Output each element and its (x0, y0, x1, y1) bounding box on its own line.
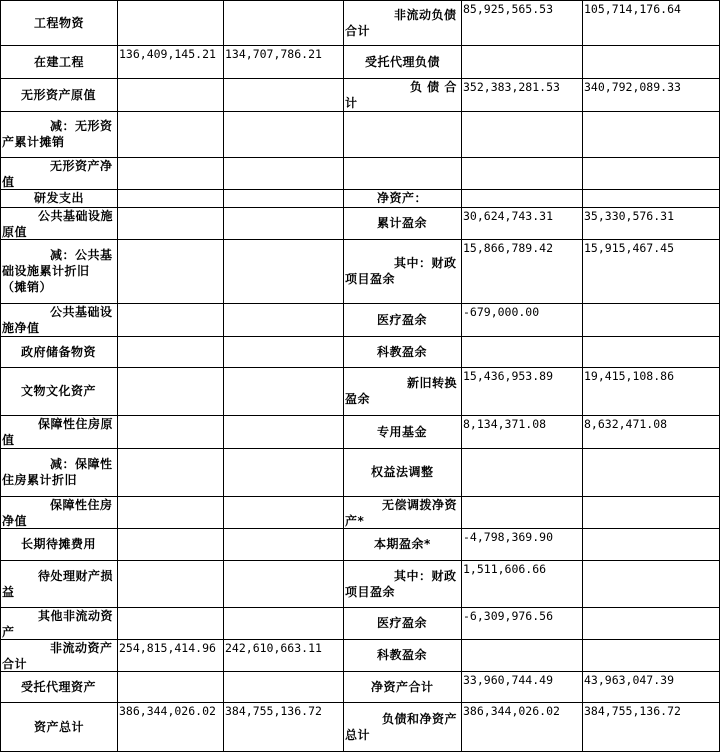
liability-item-label: 负 债 合 (410, 80, 457, 94)
liability-item-label: 新旧转换 (407, 376, 458, 390)
asset-item-label: 产累计摊销 (2, 135, 65, 149)
column-border-line (719, 0, 720, 752)
liability-item-label: 科教盈余 (377, 345, 428, 359)
liability-item-label: 无偿调拨净资 (382, 498, 458, 512)
column-border-line (223, 0, 224, 752)
asset-item-label: 益 (2, 585, 15, 599)
asset-item-label: 无形资产原值 (21, 88, 97, 102)
liability-item-label: 合计 (345, 24, 371, 38)
asset-item-label: 保障性住房原 (38, 417, 114, 431)
amount-cell: 384,755,136.72 (584, 704, 681, 718)
row-border-line (0, 189, 720, 190)
liability-item-label: 医疗盈余 (377, 616, 428, 630)
column-border-line (117, 0, 118, 752)
asset-item-label: 值 (2, 433, 15, 447)
amount-cell: 15,436,953.89 (463, 369, 554, 383)
amount-cell: -4,798,369.90 (463, 530, 554, 544)
asset-item-label: 住房累计折旧 (2, 473, 78, 487)
asset-item-label: 公共基础设施 (38, 209, 114, 223)
column-border-line (0, 0, 1, 752)
liability-item-label: 科教盈余 (377, 648, 428, 662)
liability-item-label: 医疗盈余 (377, 313, 428, 327)
row-border-line (0, 45, 720, 46)
asset-item-label: 资产总计 (34, 720, 85, 734)
liability-item-label: 产* (345, 514, 365, 528)
amount-cell: 340,792,089.33 (584, 80, 681, 94)
amount-cell: 136,409,145.21 (119, 47, 216, 61)
row-border-line (0, 560, 720, 561)
asset-item-label: 减：保障性 (50, 457, 113, 471)
liability-item-label: 负债和净资产 (382, 712, 458, 726)
asset-item-label: 净值 (2, 514, 28, 528)
asset-item-label: 文物文化资产 (21, 384, 97, 398)
amount-cell: 8,134,371.08 (463, 417, 547, 431)
liability-item-label: 项目盈余 (345, 585, 396, 599)
asset-item-label: 合计 (2, 657, 28, 671)
asset-item-label: 长期待摊费用 (21, 537, 97, 551)
liability-item-label: 项目盈余 (345, 272, 396, 286)
amount-cell: 8,632,471.08 (584, 417, 668, 431)
liability-item-label: 总计 (345, 728, 371, 742)
asset-item-label: 政府储备物资 (21, 345, 97, 359)
column-border-line (582, 0, 583, 752)
row-border-line (0, 111, 720, 112)
amount-cell: 386,344,026.02 (119, 704, 216, 718)
amount-cell: 384,755,136.72 (225, 704, 322, 718)
asset-item-label: 非流动资产 (50, 641, 113, 655)
asset-item-label: 待处理财产损 (38, 569, 114, 583)
asset-item-label: 产 (2, 625, 15, 639)
asset-item-label: 原值 (2, 225, 28, 239)
amount-cell: 43,963,047.39 (584, 673, 675, 687)
liability-item-label: 本期盈余* (374, 537, 431, 551)
liability-item-label: 净资产合计 (371, 680, 434, 694)
liability-item-label: 专用基金 (377, 425, 428, 439)
liability-item-label: 盈余 (345, 392, 371, 406)
asset-item-label: 其他非流动资 (38, 609, 114, 623)
column-border-line (343, 0, 344, 752)
asset-item-label: 减：公共基 (50, 248, 113, 262)
liability-item-label: 其中：财政 (394, 256, 457, 270)
asset-item-label: 减：无形资 (50, 119, 113, 133)
row-border-line (0, 448, 720, 449)
liability-item-label: 权益法调整 (371, 465, 434, 479)
amount-cell: -6,309,976.56 (463, 609, 554, 623)
amount-cell: 1,511,606.66 (463, 562, 547, 576)
amount-cell: 352,383,281.53 (463, 80, 560, 94)
liability-item-label: 净资产： (377, 191, 428, 205)
amount-cell: 134,707,786.21 (225, 47, 322, 61)
amount-cell: 33,960,744.49 (463, 673, 554, 687)
amount-cell: 19,415,108.86 (584, 369, 675, 383)
asset-item-label: 值 (2, 175, 15, 189)
amount-cell: 242,610,663.11 (225, 641, 322, 655)
amount-cell: 35,330,576.31 (584, 209, 675, 223)
amount-cell: 15,866,789.42 (463, 241, 554, 255)
amount-cell: 15,915,467.45 (584, 241, 675, 255)
liability-item-label: 受托代理负债 (365, 55, 441, 69)
asset-item-label: 施净值 (2, 321, 40, 335)
liability-item-label: 非流动负债 (394, 8, 457, 22)
amount-cell: 254,815,414.96 (119, 641, 216, 655)
asset-item-label: 研发支出 (34, 191, 85, 205)
amount-cell: 30,624,743.31 (463, 209, 554, 223)
asset-item-label: 公共基础设 (50, 305, 113, 319)
asset-item-label: 保障性住房 (50, 498, 113, 512)
asset-item-label: 工程物资 (34, 16, 85, 30)
asset-item-label: （摊销） (2, 280, 53, 294)
liability-item-label: 其中：财政 (394, 569, 457, 583)
amount-cell: 85,925,565.53 (463, 2, 554, 16)
asset-item-label: 础设施累计折旧 (2, 264, 90, 278)
liability-item-label: 计 (345, 96, 358, 110)
asset-item-label: 无形资产净 (50, 159, 113, 173)
liability-item-label: 累计盈余 (377, 216, 428, 230)
amount-cell: -679,000.00 (463, 305, 540, 319)
column-border-line (461, 0, 462, 752)
amount-cell: 105,714,176.64 (584, 2, 681, 16)
asset-item-label: 在建工程 (34, 55, 85, 69)
amount-cell: 386,344,026.02 (463, 704, 560, 718)
row-border-line (0, 336, 720, 337)
asset-item-label: 受托代理资产 (21, 680, 97, 694)
